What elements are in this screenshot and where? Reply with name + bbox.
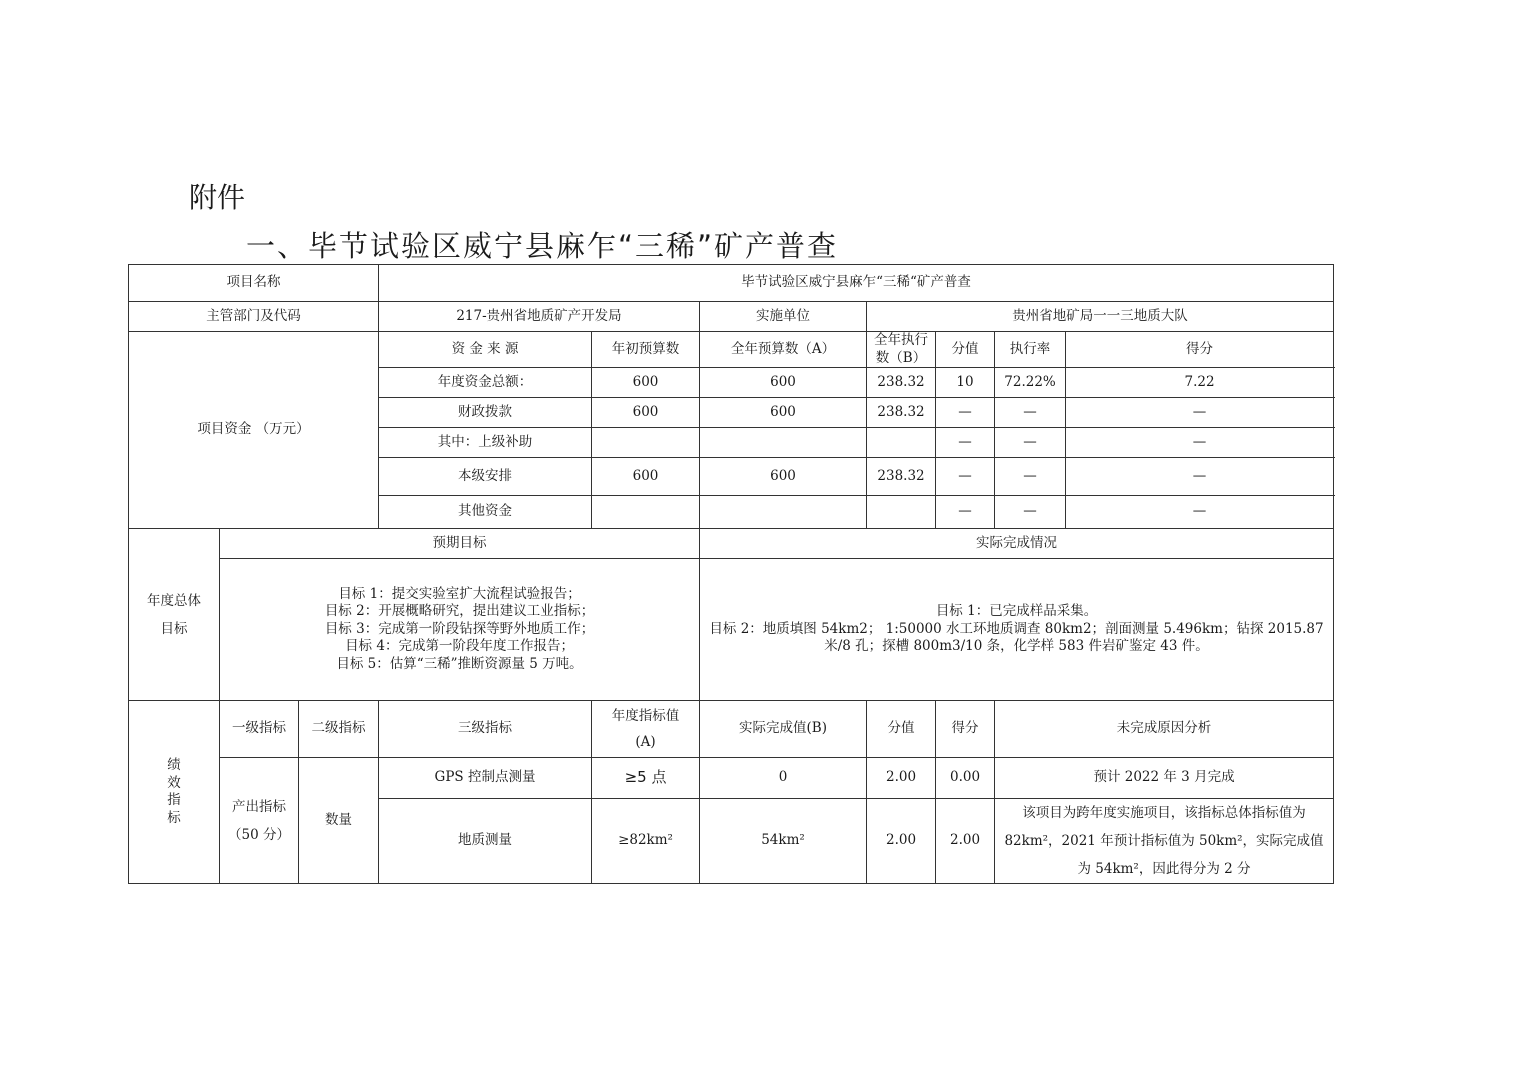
actual-goal-item: 目标 2：地质填图 54km2； 1:50000 水工环地质调查 80km2；剖面测量 5.496km；钻探 2015.87 米/8 孔；探槽 800m3/10 条，化学样 583 件岩矿鉴定 43 件。 xyxy=(709,620,1324,655)
target-header-line1: 年度指标值 xyxy=(611,708,680,725)
indicator-score: 2.00 xyxy=(936,799,995,884)
funds-score-value: — xyxy=(936,496,995,529)
funds-source: 其中：上级补助 xyxy=(379,428,592,458)
funds-score: — xyxy=(1066,496,1334,529)
indicator-actual: 0 xyxy=(700,758,867,799)
reason-header: 未完成原因分析 xyxy=(995,701,1334,758)
funds-rate: 72.22% xyxy=(995,368,1066,398)
performance-label-char: 指 xyxy=(167,792,181,809)
level2-value: 数量 xyxy=(299,758,379,884)
performance-label-char: 效 xyxy=(167,774,181,791)
indicator-row xyxy=(129,758,1334,799)
funds-header-score: 得分 xyxy=(1066,332,1334,368)
level1-value-line2: （50 分） xyxy=(228,826,290,843)
actual-value-header: 实际完成值(B) xyxy=(700,701,867,758)
performance-label-char: 绩 xyxy=(167,757,181,773)
expected-goals xyxy=(220,559,700,701)
expected-goal-item: 目标 5：估算“三稀”推断资源量 5 万吨。 xyxy=(336,655,583,672)
funds-rate: — xyxy=(995,496,1066,529)
goals-label xyxy=(129,529,220,701)
department-value: 217-贵州省地质矿产开发局 xyxy=(379,302,700,332)
score-value-header: 分值 xyxy=(867,701,936,758)
department-label: 主管部门及代码 xyxy=(129,302,379,332)
department-row xyxy=(129,302,1334,332)
funds-source: 年度资金总额： xyxy=(379,368,592,398)
expected-goal-item: 目标 2：开展概略研究，提出建议工业指标； xyxy=(324,603,595,620)
funds-header-initial: 年初预算数 xyxy=(592,332,700,368)
funds-header-row xyxy=(129,332,1334,368)
funds-initial: 600 xyxy=(592,368,700,398)
indicator-reason: 预计 2022 年 3 月完成 xyxy=(995,758,1334,799)
funds-annual: 600 xyxy=(700,368,867,398)
goals-content-row xyxy=(129,559,1334,701)
target-header-line2: (A) xyxy=(635,734,656,751)
funds-initial: 600 xyxy=(592,398,700,428)
funds-score: 7.22 xyxy=(1066,368,1334,398)
funds-label: 项目资金 （万元） xyxy=(129,332,379,529)
indicator-target: ≥5 点 xyxy=(592,758,700,799)
level1-value xyxy=(220,758,299,884)
performance-label xyxy=(129,701,220,884)
funds-executed xyxy=(867,428,936,458)
funds-source: 财政拨款 xyxy=(379,398,592,428)
funds-score: — xyxy=(1066,428,1334,458)
level3-header: 三级指标 xyxy=(379,701,592,758)
actual-goal-item: 目标 1：已完成样品采集。 xyxy=(935,603,1098,620)
score-header: 得分 xyxy=(936,701,995,758)
expected-goals-header: 预期目标 xyxy=(220,529,700,559)
funds-executed xyxy=(867,496,936,529)
unit-value: 贵州省地矿局一一三地质大队 xyxy=(867,302,1334,332)
funds-score-value: — xyxy=(936,428,995,458)
attachment-label: 附件 xyxy=(189,181,246,214)
funds-rate: — xyxy=(995,458,1066,496)
funds-header-annual: 全年预算数（A） xyxy=(700,332,867,368)
funds-score: — xyxy=(1066,458,1334,496)
indicator-target: ≥82km² xyxy=(592,799,700,884)
funds-initial xyxy=(592,428,700,458)
funds-score-value: 10 xyxy=(936,368,995,398)
expected-goal-item: 目标 4：完成第一阶段年度工作报告； xyxy=(345,638,574,655)
project-table xyxy=(128,264,1334,884)
expected-goal-item: 目标 3：完成第一阶段钻探等野外地质工作； xyxy=(324,620,595,637)
project-name-label: 项目名称 xyxy=(129,265,379,302)
performance-header-row xyxy=(129,701,1334,758)
funds-executed: 238.32 xyxy=(867,458,936,496)
funds-header-source: 资 金 来 源 xyxy=(379,332,592,368)
document-title: 一、毕节试验区威宁县麻乍“三稀”矿产普查 xyxy=(246,229,839,263)
goals-label-line1: 年度总体 xyxy=(147,592,201,609)
indicator-score-value: 2.00 xyxy=(867,799,936,884)
funds-annual: 600 xyxy=(700,458,867,496)
goals-header-row xyxy=(129,529,1334,559)
funds-rate: — xyxy=(995,428,1066,458)
funds-header-score-value: 分值 xyxy=(936,332,995,368)
funds-header-rate: 执行率 xyxy=(995,332,1066,368)
funds-source: 其他资金 xyxy=(379,496,592,529)
funds-executed: 238.32 xyxy=(867,398,936,428)
goals-label-line2: 目标 xyxy=(160,620,188,637)
unit-label: 实施单位 xyxy=(700,302,867,332)
funds-initial xyxy=(592,496,700,529)
funds-initial: 600 xyxy=(592,458,700,496)
funds-annual: 600 xyxy=(700,398,867,428)
funds-annual xyxy=(700,496,867,529)
indicator-score-value: 2.00 xyxy=(867,758,936,799)
funds-rate: — xyxy=(995,398,1066,428)
funds-score-value: — xyxy=(936,398,995,428)
actual-goals xyxy=(700,559,1334,701)
performance-label-char: 标 xyxy=(167,809,181,826)
actual-goals-header: 实际完成情况 xyxy=(700,529,1334,559)
indicator-reason: 该项目为跨年度实施项目，该指标总体指标值为 82km²，2021 年预计指标值为 50km²，实际完成值为 54km²，因此得分为 2 分 xyxy=(995,799,1334,884)
funds-score: — xyxy=(1066,398,1334,428)
project-name-value: 毕节试验区威宁县麻乍“三稀“矿产普查 xyxy=(379,265,1334,302)
funds-executed: 238.32 xyxy=(867,368,936,398)
indicator-name: 地质测量 xyxy=(379,799,592,884)
funds-annual xyxy=(700,428,867,458)
expected-goal-item: 目标 1：提交实验室扩大流程试验报告； xyxy=(338,585,581,602)
level2-header: 二级指标 xyxy=(299,701,379,758)
target-header xyxy=(592,701,700,758)
funds-source: 本级安排 xyxy=(379,458,592,496)
funds-score-value: — xyxy=(936,458,995,496)
level1-value-line1: 产出指标 xyxy=(232,798,286,815)
indicator-actual: 54km² xyxy=(700,799,867,884)
indicator-name: GPS 控制点测量 xyxy=(379,758,592,799)
project-name-row xyxy=(129,265,1334,302)
indicator-score: 0.00 xyxy=(936,758,995,799)
funds-header-executed: 全年执行数（B） xyxy=(867,332,936,368)
level1-header: 一级指标 xyxy=(220,701,299,758)
